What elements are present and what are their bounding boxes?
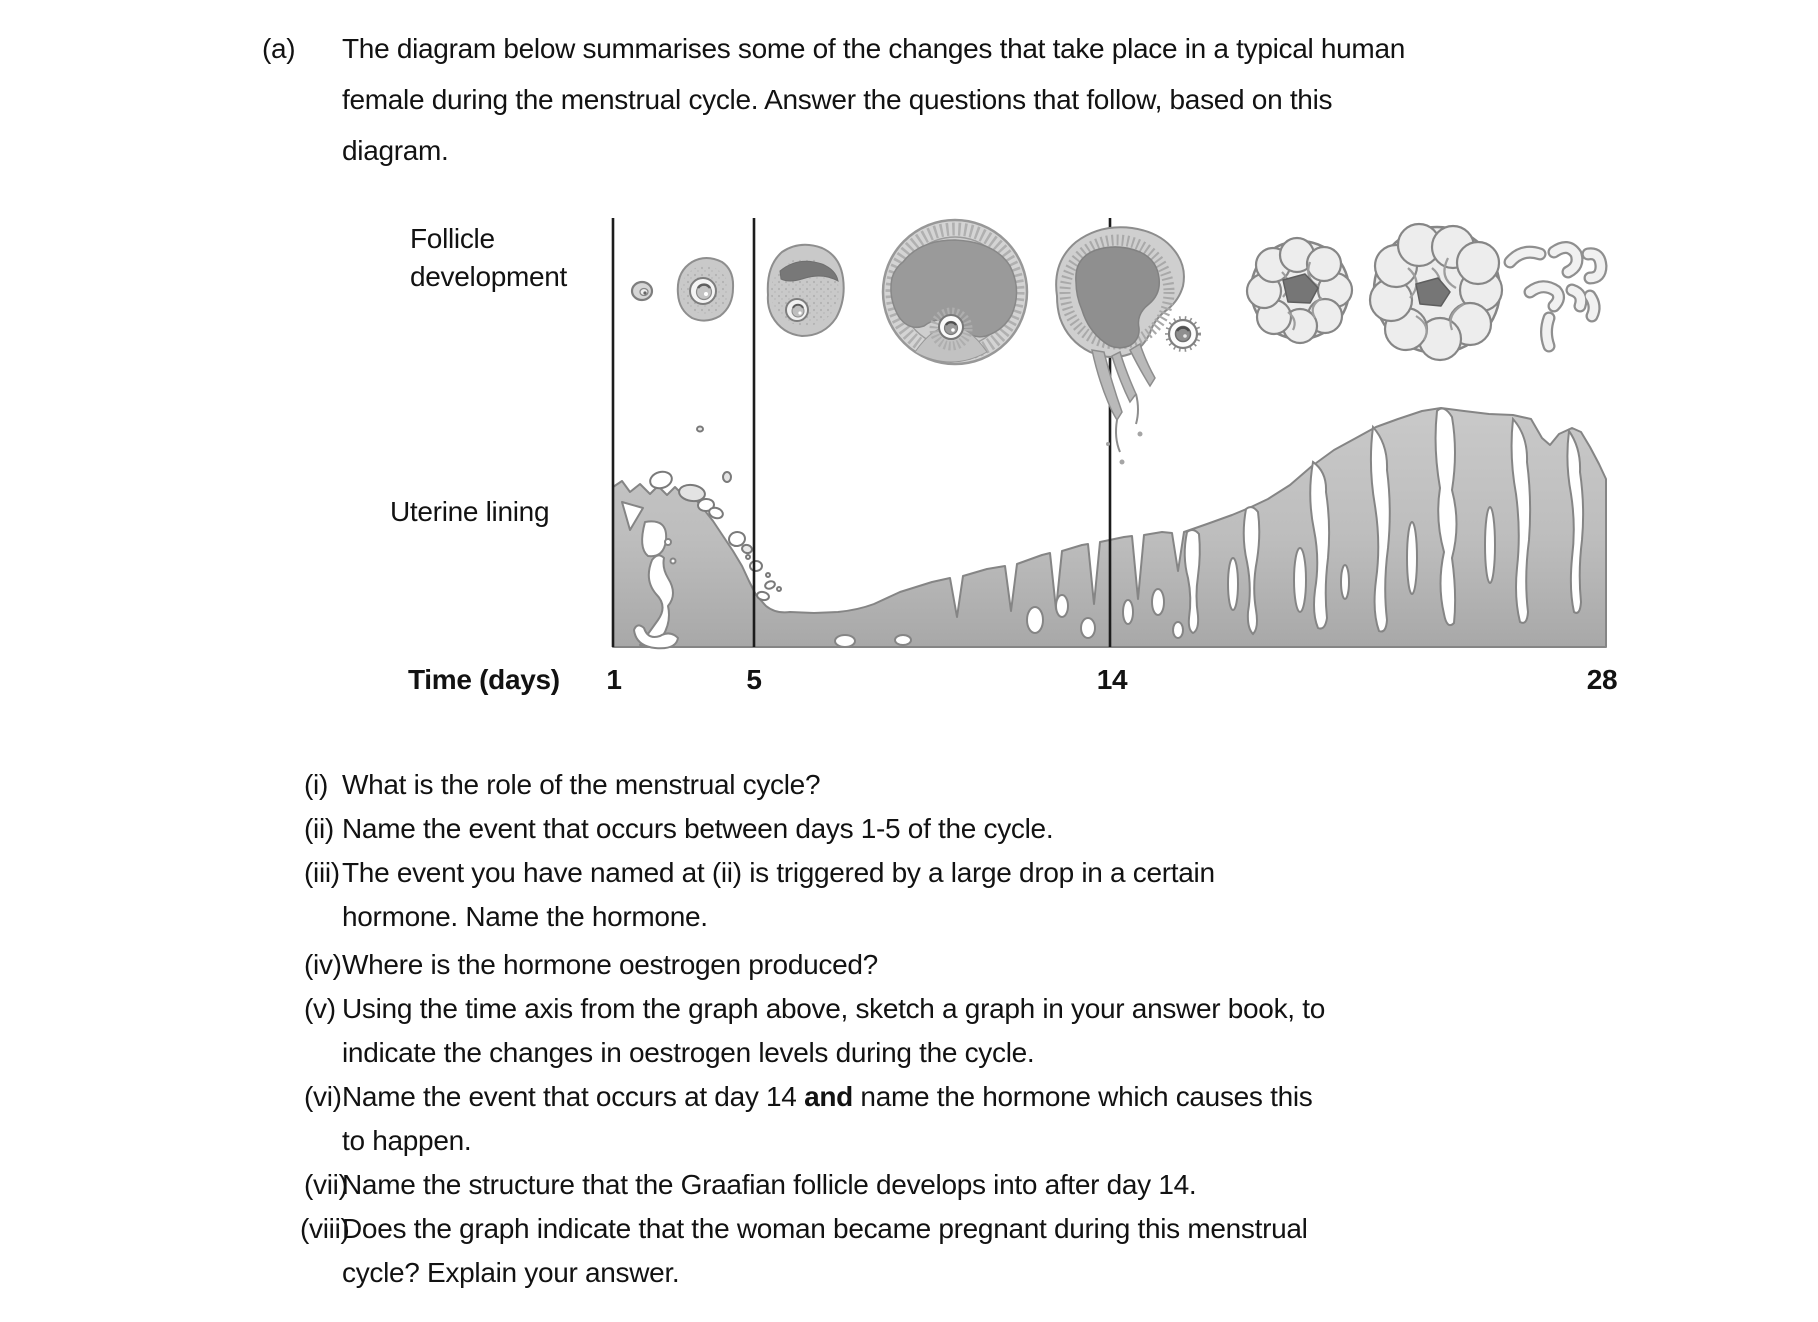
question-number-iv: (iv) (304, 949, 342, 980)
corpus-luteum-early (1247, 238, 1352, 343)
question-vi-text-2: to happen. (342, 1125, 472, 1156)
tick-day-1: 1 (606, 664, 622, 695)
question-iii-text-2: hormone. Name the hormone. (342, 901, 708, 932)
graafian-follicle (883, 220, 1027, 364)
question-vi-pre: Name the event that occurs at day 14 (342, 1081, 805, 1112)
question-number-vii: (vii) (304, 1169, 348, 1200)
question-number-i: (i) (304, 769, 328, 800)
released-egg (1167, 318, 1199, 350)
question-part-label: (a) (262, 33, 296, 64)
intro-line-1: The diagram below summarises some of the changes that take place in a typical human (342, 33, 1405, 64)
question-vi-bold: and (804, 1081, 853, 1112)
question-vi-text-1 (342, 1078, 1312, 1115)
primary-follicle (678, 258, 733, 321)
diagram-graphic (330, 180, 1706, 707)
tick-day-28: 28 (1586, 664, 1618, 695)
follicle-development-label: Follicle development (410, 223, 568, 292)
question-v-text-2: indicate the changes in oestrogen levels during the cycle. (342, 1037, 1035, 1068)
question-v-text-1: Using the time axis from the graph above, sketch a graph in your answer book, to (342, 993, 1325, 1024)
corpus-albicans (1510, 247, 1601, 346)
question-viii-text-2: cycle? Explain your answer. (342, 1257, 680, 1288)
question-iv-text: Where is the hormone oestrogen produced? (342, 949, 878, 980)
corpus-luteum-mature (1370, 224, 1502, 360)
question-number-vi: (vi) (304, 1081, 342, 1112)
time-axis-label: Time (days) (408, 664, 560, 695)
tick-day-5: 5 (746, 664, 762, 695)
uterine-lining-label: Uterine lining (390, 496, 550, 527)
tick-day-14: 14 (1096, 664, 1128, 695)
menstrual-cycle-diagram (330, 180, 1706, 707)
secondary-follicle (768, 245, 844, 336)
question-number-viii: (viii) (300, 1213, 350, 1244)
question-vi-post: name the hormone which causes this (852, 1081, 1313, 1112)
intro-line-2: female during the menstrual cycle. Answer the questions that follow, based on this (342, 84, 1333, 115)
question-iii-text-1: The event you have named at (ii) is triggered by a large drop in a certain (342, 857, 1215, 888)
question-vii-text: Name the structure that the Graafian follicle develops into after day 14. (342, 1169, 1197, 1200)
ovulation-follicle (1056, 227, 1199, 464)
question-number-iii: (iii) (304, 857, 340, 888)
primordial-follicle (632, 282, 652, 300)
question-ii-text: Name the event that occurs between days 1-5 of the cycle. (342, 813, 1054, 844)
question-number-v: (v) (304, 993, 336, 1024)
question-i-text: What is the role of the menstrual cycle? (342, 769, 821, 800)
question-viii-text-1: Does the graph indicate that the woman became pregnant during this menstrual (342, 1213, 1308, 1244)
question-number-ii: (ii) (304, 813, 334, 844)
intro-line-3: diagram. (342, 135, 449, 166)
